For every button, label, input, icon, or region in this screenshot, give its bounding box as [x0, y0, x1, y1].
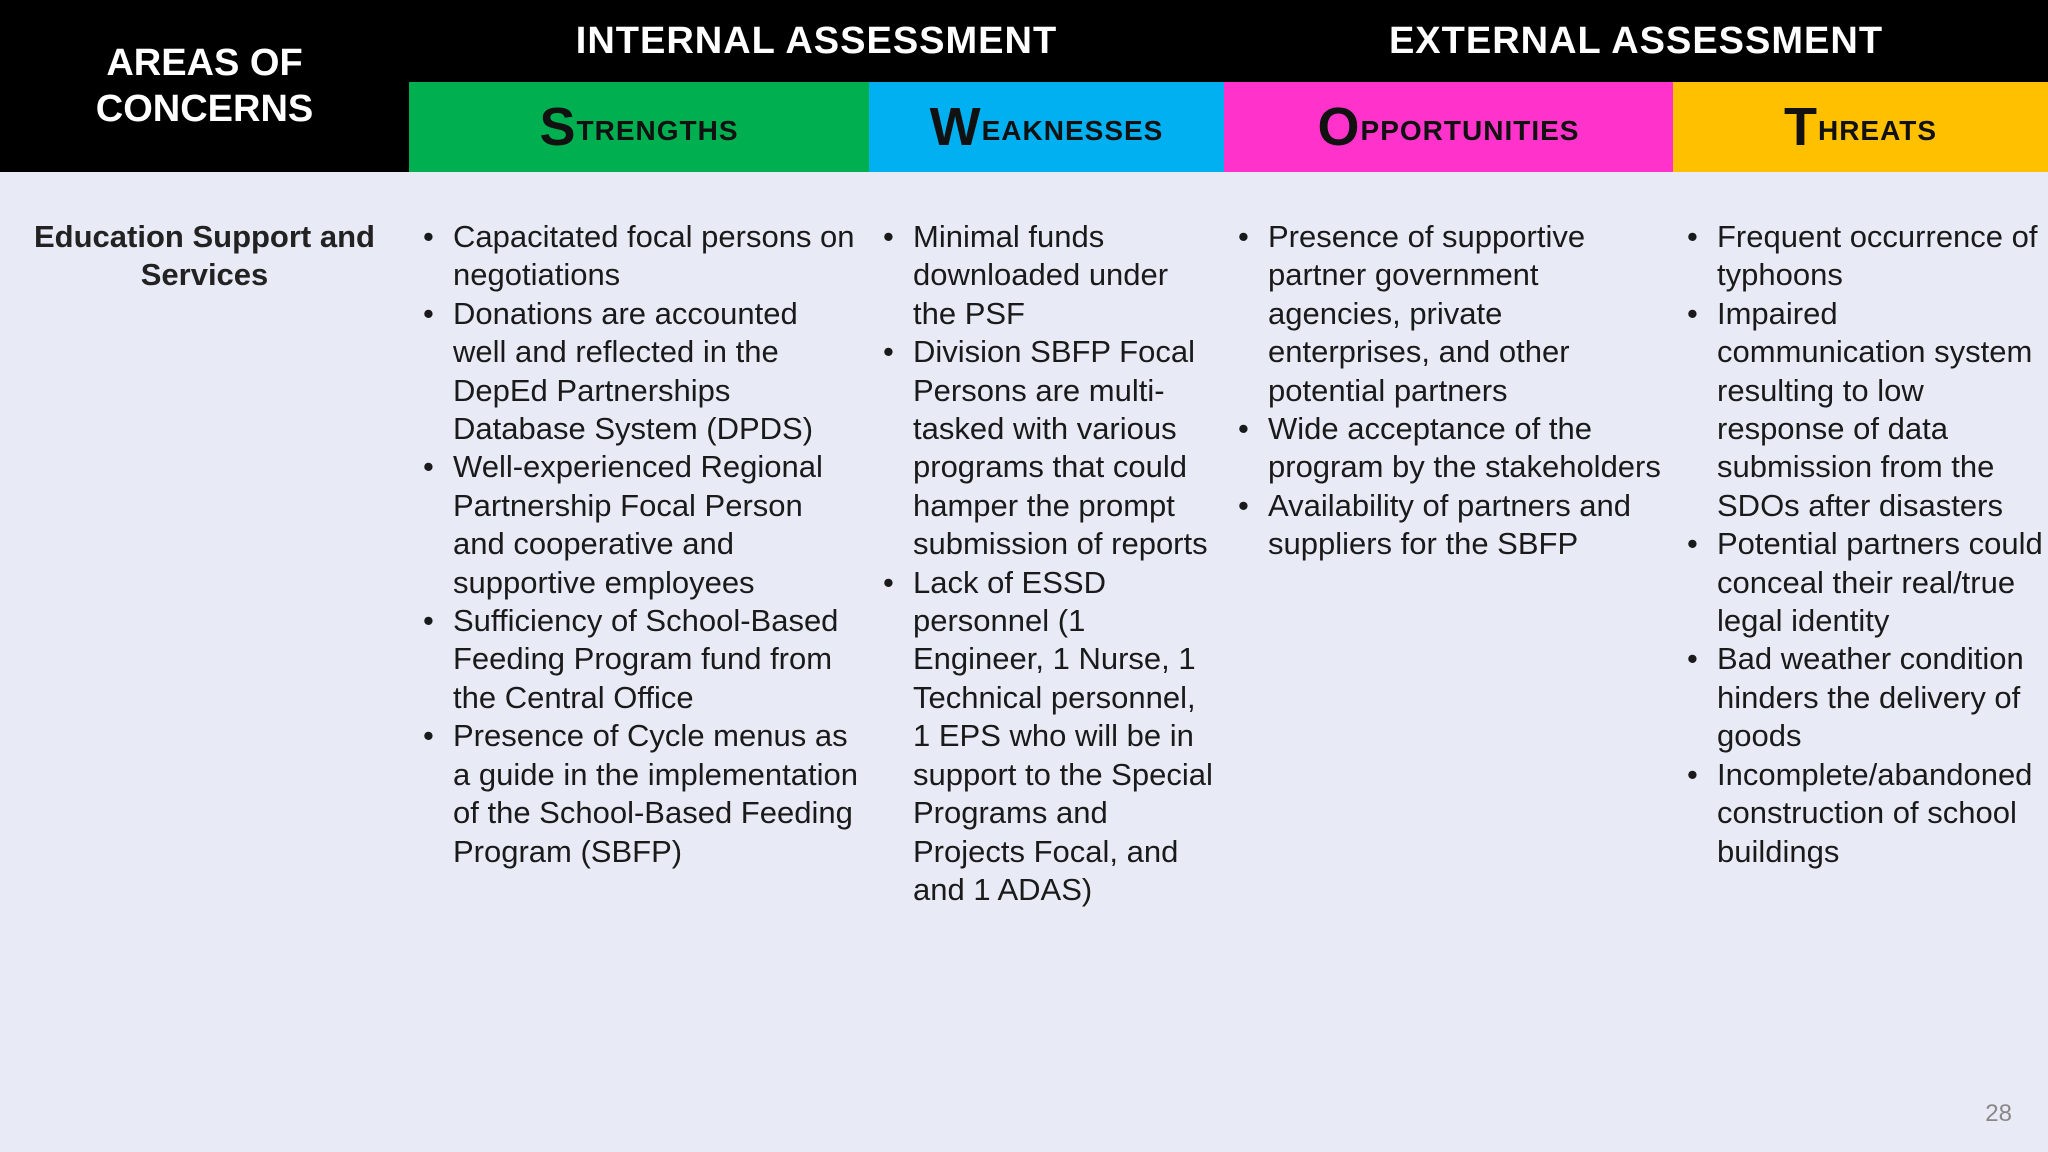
opportunities-list: [1224, 218, 1669, 564]
weaknesses-list: [869, 218, 1219, 909]
threats-header: [1673, 82, 2048, 172]
opportunities-header-rest: pportunities: [1360, 104, 1580, 149]
strength-item: • Presence of Cycle menus as a guide in the implementation of the School-Based Feeding Program (SBFP): [453, 717, 859, 871]
opportunity-item: • Wide acceptance of the program by the stakeholders: [1268, 410, 1669, 487]
opportunity-item: • Availability of partners and suppliers for the SBFP: [1268, 487, 1669, 564]
opportunity-item: • Presence of supportive partner government agencies, private enterprises, and other potential partners: [1268, 218, 1669, 410]
strength-item: • Sufficiency of School-Based Feeding Program fund from the Central Office: [453, 602, 859, 717]
opportunities-header: [1224, 82, 1673, 172]
strength-item: • Well-experienced Regional Partnership Focal Person and cooperative and supportive employees: [453, 448, 859, 602]
strength-item: • Donations are accounted well and reflected in the DepEd Partnerships Database System (DPDS): [453, 295, 859, 449]
threat-item: • Frequent occurrence of typhoons: [1717, 218, 2043, 295]
strengths-list: [409, 218, 859, 871]
threat-item: • Potential partners could conceal their real/true legal identity: [1717, 525, 2043, 640]
area-of-concern-name: Education Support and Services: [34, 219, 375, 292]
threats-header-rest: hreats: [1817, 104, 1938, 149]
weaknesses-header-rest: eaknesses: [981, 104, 1164, 149]
weakness-item: • Division SBFP Focal Persons are multi-tasked with various programs that could hamper the prompt submission of reports: [913, 333, 1219, 563]
weakness-item: • Minimal funds downloaded under the PSF: [913, 218, 1219, 333]
strengths-header-rest: trengths: [576, 104, 739, 149]
strength-item: • Capacitated focal persons on negotiations: [453, 218, 859, 295]
internal-assessment-title: INTERNAL ASSESSMENT: [575, 19, 1058, 62]
threat-item: • Impaired communication system resulting to low response of data submission from the SDOs after disasters: [1717, 295, 2043, 525]
threats-list: [1673, 218, 2043, 871]
strengths-header: [409, 82, 869, 172]
threat-item: • Bad weather condition hinders the delivery of goods: [1717, 640, 2043, 755]
page-number: 28: [1985, 1100, 2012, 1127]
threat-item: • Incomplete/abandoned construction of school buildings: [1717, 756, 2043, 871]
weakness-item: • Lack of ESSD personnel (1 Engineer, 1 Nurse, 1 Technical personnel, 1 EPS who will be in support to the Special Programs and Projects Focal, and and 1 ADAS): [913, 564, 1219, 910]
opportunities-header-initial: O: [1317, 97, 1361, 157]
threats-header-initial: T: [1783, 97, 1818, 157]
strengths-header-initial: S: [539, 97, 577, 157]
external-assessment-title: EXTERNAL ASSESSMENT: [1388, 19, 1884, 62]
weaknesses-header: [869, 82, 1224, 172]
weaknesses-header-initial: W: [929, 97, 982, 157]
areas-of-concerns-title: AREAS OF CONCERNS: [95, 42, 314, 130]
